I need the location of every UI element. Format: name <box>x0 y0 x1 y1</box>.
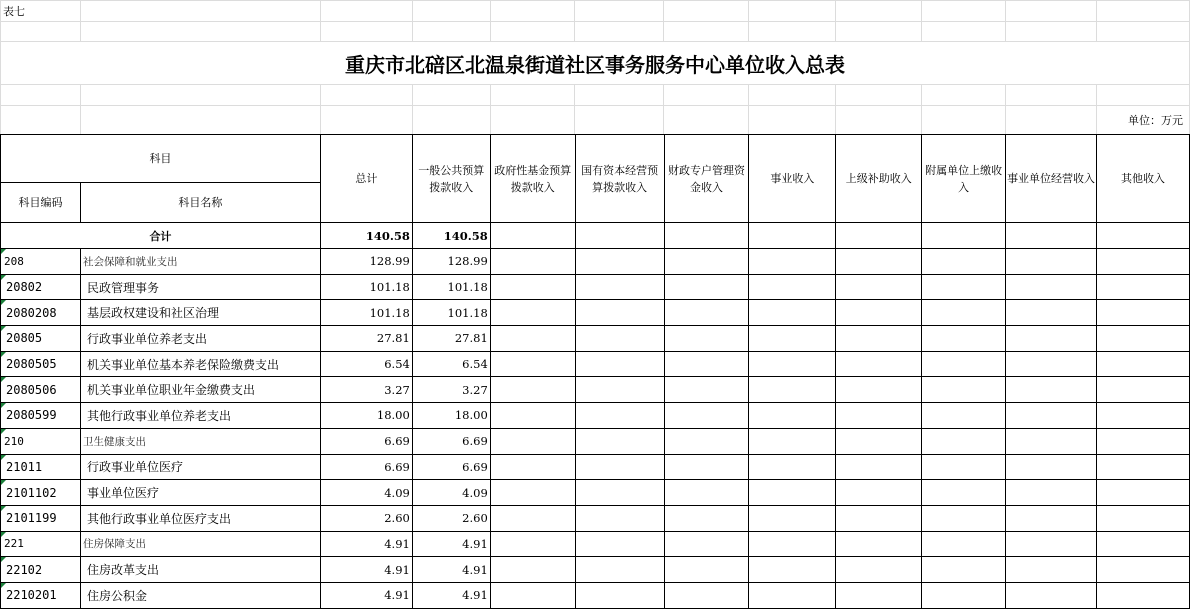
cell[interactable] <box>749 223 836 249</box>
cell[interactable] <box>922 403 1006 429</box>
cell[interactable] <box>1097 403 1190 429</box>
cell[interactable] <box>412 85 490 106</box>
cell[interactable] <box>1097 557 1190 583</box>
cell[interactable] <box>836 22 922 42</box>
cell[interactable] <box>836 505 922 531</box>
cell[interactable] <box>575 531 664 557</box>
cell[interactable] <box>1 22 81 42</box>
subject-code[interactable] <box>1 582 81 608</box>
cell[interactable] <box>490 377 575 403</box>
cell[interactable] <box>575 454 664 480</box>
cell[interactable] <box>749 403 836 429</box>
cell[interactable] <box>1 85 81 106</box>
cell[interactable] <box>1097 274 1190 300</box>
cell[interactable] <box>749 1 836 22</box>
row-total[interactable]: 6.69 <box>320 428 412 454</box>
cell[interactable] <box>664 85 749 106</box>
cell[interactable] <box>922 223 1006 249</box>
table-row <box>1 454 1190 480</box>
cell[interactable] <box>575 326 664 352</box>
cell[interactable] <box>749 480 836 506</box>
cell[interactable] <box>1097 300 1190 326</box>
cell[interactable] <box>922 1 1006 22</box>
cell[interactable] <box>1097 428 1190 454</box>
cell[interactable] <box>922 531 1006 557</box>
table-row <box>1 582 1190 608</box>
cell[interactable] <box>575 557 664 583</box>
cell[interactable] <box>575 274 664 300</box>
subject-name[interactable]: 机关事业单位职业年金缴费支出 <box>80 377 320 403</box>
cell[interactable] <box>749 249 836 275</box>
header-state-capital[interactable]: 国有资本经营预算拨款收入 <box>575 135 664 223</box>
text-format-marker-icon <box>1 352 6 357</box>
text-format-marker-icon <box>1 455 6 460</box>
subject-name[interactable]: 民政管理事务 <box>80 274 320 300</box>
table-row <box>1 557 1190 583</box>
cell[interactable] <box>1097 377 1190 403</box>
cell[interactable] <box>490 300 575 326</box>
cell[interactable] <box>412 22 490 42</box>
cell[interactable] <box>575 1 664 22</box>
cell[interactable] <box>490 557 575 583</box>
table-row <box>1 351 1190 377</box>
subject-name[interactable]: 住房保障支出 <box>80 531 320 557</box>
cell[interactable] <box>1006 428 1097 454</box>
subject-name[interactable]: 住房改革支出 <box>80 557 320 583</box>
row-general-budget[interactable]: 6.69 <box>412 454 490 480</box>
cell[interactable] <box>836 428 922 454</box>
subject-code[interactable] <box>1 531 81 557</box>
table-body <box>1 249 1190 609</box>
cell[interactable] <box>922 505 1006 531</box>
cell[interactable] <box>412 1 490 22</box>
row-total[interactable]: 4.91 <box>320 531 412 557</box>
cell[interactable] <box>749 557 836 583</box>
cell[interactable] <box>836 249 922 275</box>
table-row <box>1 326 1190 352</box>
table-row <box>1 428 1190 454</box>
cell[interactable] <box>320 85 412 106</box>
cell[interactable] <box>664 557 749 583</box>
cell[interactable] <box>664 454 749 480</box>
subject-name[interactable]: 其他行政事业单位养老支出 <box>80 403 320 429</box>
cell[interactable] <box>1006 85 1097 106</box>
cell[interactable] <box>749 428 836 454</box>
row-general-budget[interactable]: 6.54 <box>412 351 490 377</box>
subject-code-text: 21011 <box>6 459 43 474</box>
cell[interactable] <box>922 351 1006 377</box>
cell[interactable] <box>664 249 749 275</box>
cell[interactable] <box>1097 531 1190 557</box>
cell[interactable] <box>664 223 749 249</box>
cell[interactable] <box>490 85 575 106</box>
cell[interactable] <box>922 377 1006 403</box>
cell[interactable] <box>575 582 664 608</box>
cell[interactable] <box>575 351 664 377</box>
row-general-budget[interactable]: 4.91 <box>412 557 490 583</box>
cell[interactable] <box>80 106 320 135</box>
cell[interactable] <box>575 85 664 106</box>
subject-code[interactable] <box>1 274 81 300</box>
header-total[interactable]: 总计 <box>320 135 412 223</box>
total-sum[interactable]: 140.58 <box>320 223 412 249</box>
subject-code-text: 2080208 <box>6 305 57 320</box>
cell[interactable] <box>664 1 749 22</box>
cell[interactable] <box>490 249 575 275</box>
cell[interactable] <box>1006 1 1097 22</box>
subject-code[interactable] <box>1 249 81 275</box>
cell[interactable] <box>836 223 922 249</box>
text-format-marker-icon <box>1 249 6 254</box>
table-row <box>1 480 1190 506</box>
cell[interactable] <box>490 106 575 135</box>
text-format-marker-icon <box>1 403 6 408</box>
cell[interactable] <box>1006 249 1097 275</box>
cell[interactable] <box>664 428 749 454</box>
cell[interactable] <box>1006 106 1097 135</box>
cell[interactable] <box>1006 223 1097 249</box>
cell[interactable] <box>749 300 836 326</box>
cell[interactable] <box>490 1 575 22</box>
row-total[interactable]: 4.91 <box>320 582 412 608</box>
table-row <box>1 531 1190 557</box>
cell[interactable] <box>749 531 836 557</box>
cell[interactable] <box>749 582 836 608</box>
cell[interactable] <box>80 22 320 42</box>
subject-code[interactable] <box>1 505 81 531</box>
cell[interactable] <box>490 403 575 429</box>
cell[interactable] <box>490 505 575 531</box>
row-general-budget[interactable]: 3.27 <box>412 377 490 403</box>
row-total[interactable]: 2.60 <box>320 505 412 531</box>
cell[interactable] <box>836 85 922 106</box>
text-format-marker-icon <box>1 532 6 537</box>
cell[interactable] <box>922 557 1006 583</box>
cell[interactable] <box>490 454 575 480</box>
cell[interactable] <box>320 1 412 22</box>
cell[interactable] <box>1006 531 1097 557</box>
cell[interactable] <box>749 85 836 106</box>
cell[interactable] <box>575 249 664 275</box>
cell[interactable] <box>490 274 575 300</box>
subject-name[interactable]: 住房公积金 <box>80 582 320 608</box>
subject-code[interactable] <box>1 326 81 352</box>
cell[interactable] <box>836 531 922 557</box>
cell[interactable] <box>922 480 1006 506</box>
cell[interactable] <box>749 274 836 300</box>
cell[interactable] <box>1097 326 1190 352</box>
subject-code-text: 20805 <box>6 331 43 346</box>
cell[interactable] <box>1097 582 1190 608</box>
row-total[interactable]: 128.99 <box>320 249 412 275</box>
cell[interactable] <box>836 326 922 352</box>
cell[interactable] <box>1006 454 1097 480</box>
cell[interactable] <box>749 106 836 135</box>
cell[interactable] <box>1006 377 1097 403</box>
cell[interactable] <box>575 403 664 429</box>
cell[interactable] <box>749 377 836 403</box>
text-format-marker-icon <box>1 557 6 562</box>
header-code[interactable]: 科目编码 <box>1 183 81 223</box>
sheet-tag[interactable]: 表七 <box>1 1 81 22</box>
subject-code-text: 20802 <box>6 280 43 295</box>
cell[interactable] <box>836 582 922 608</box>
cell[interactable] <box>664 300 749 326</box>
cell[interactable] <box>575 377 664 403</box>
cell[interactable] <box>80 85 320 106</box>
subject-code[interactable] <box>1 480 81 506</box>
cell[interactable] <box>836 557 922 583</box>
cell[interactable] <box>922 582 1006 608</box>
row-general-budget[interactable]: 4.09 <box>412 480 490 506</box>
cell[interactable] <box>1006 22 1097 42</box>
cell[interactable] <box>1006 480 1097 506</box>
text-format-marker-icon <box>1 275 6 280</box>
cell[interactable] <box>1097 249 1190 275</box>
cell[interactable] <box>575 22 664 42</box>
header-operating-income[interactable]: 事业单位经营收入 <box>1006 135 1097 223</box>
sheet-title[interactable]: 重庆市北碚区北温泉街道社区事务服务中心单位收入总表 <box>1 42 1190 85</box>
row-general-budget[interactable]: 4.91 <box>412 531 490 557</box>
subject-code-text: 2210201 <box>6 588 57 603</box>
subject-name[interactable]: 社会保障和就业支出 <box>80 249 320 275</box>
cell[interactable] <box>490 326 575 352</box>
header-other-income[interactable]: 其他收入 <box>1097 135 1190 223</box>
cell[interactable] <box>836 300 922 326</box>
cell[interactable] <box>922 454 1006 480</box>
cell[interactable] <box>1006 505 1097 531</box>
cell[interactable] <box>749 326 836 352</box>
cell[interactable] <box>1006 274 1097 300</box>
subject-code[interactable] <box>1 403 81 429</box>
subject-code[interactable] <box>1 454 81 480</box>
cell[interactable] <box>749 454 836 480</box>
subject-code-text: 208 <box>4 254 24 268</box>
cell[interactable] <box>664 582 749 608</box>
total-label[interactable]: 合计 <box>1 223 321 249</box>
cell[interactable] <box>1006 557 1097 583</box>
subject-name[interactable]: 基层政权建设和社区治理 <box>80 300 320 326</box>
income-summary-table <box>0 134 1190 609</box>
cell[interactable] <box>1006 403 1097 429</box>
row-total[interactable]: 4.09 <box>320 480 412 506</box>
cell[interactable] <box>836 454 922 480</box>
row-general-budget[interactable]: 6.69 <box>412 428 490 454</box>
unit-label[interactable]: 单位：万元 <box>1096 106 1189 135</box>
cell[interactable] <box>575 300 664 326</box>
cell[interactable] <box>922 428 1006 454</box>
cell[interactable] <box>490 223 575 249</box>
text-format-marker-icon <box>1 583 6 588</box>
cell[interactable] <box>664 531 749 557</box>
cell[interactable] <box>664 326 749 352</box>
row-total[interactable]: 3.27 <box>320 377 412 403</box>
subject-code[interactable] <box>1 557 81 583</box>
subject-code-text: 2101199 <box>6 511 57 526</box>
table-row <box>1 377 1190 403</box>
cell[interactable] <box>575 223 664 249</box>
row-general-budget[interactable]: 4.91 <box>412 582 490 608</box>
header-business-income[interactable]: 事业收入 <box>749 135 836 223</box>
row-general-budget[interactable]: 18.00 <box>412 403 490 429</box>
cell[interactable] <box>749 351 836 377</box>
row-general-budget[interactable]: 128.99 <box>412 249 490 275</box>
header-gov-fund[interactable]: 政府性基金预算拨款收入 <box>490 135 575 223</box>
header-affiliated-income[interactable]: 附属单位上缴收入 <box>922 135 1006 223</box>
subject-code-text: 221 <box>4 537 24 551</box>
header-subject[interactable]: 科目 <box>1 135 321 183</box>
text-format-marker-icon <box>1 377 6 382</box>
header-name[interactable]: 科目名称 <box>80 183 320 223</box>
cell[interactable] <box>80 1 320 22</box>
cell[interactable] <box>490 428 575 454</box>
cell[interactable] <box>575 106 664 135</box>
cell[interactable] <box>1097 223 1190 249</box>
cell[interactable] <box>1097 505 1190 531</box>
table-row <box>1 403 1190 429</box>
cell[interactable] <box>320 22 412 42</box>
cell[interactable] <box>664 403 749 429</box>
cell[interactable] <box>922 22 1006 42</box>
subject-name[interactable]: 其他行政事业单位医疗支出 <box>80 505 320 531</box>
subject-code-text: 2080505 <box>6 357 57 372</box>
subject-code[interactable] <box>1 300 81 326</box>
table-row <box>1 274 1190 300</box>
cell[interactable] <box>490 22 575 42</box>
subject-name[interactable]: 行政事业单位养老支出 <box>80 326 320 352</box>
row-total[interactable]: 4.91 <box>320 557 412 583</box>
cell[interactable] <box>749 505 836 531</box>
cell[interactable] <box>922 85 1006 106</box>
subject-code-text: 2080506 <box>6 382 57 397</box>
text-format-marker-icon <box>1 429 6 434</box>
total-general-budget[interactable]: 140.58 <box>412 223 490 249</box>
subject-code-text: 2101102 <box>6 485 57 500</box>
text-format-marker-icon <box>1 480 6 485</box>
cell[interactable] <box>664 480 749 506</box>
sheet-top-area <box>0 0 1190 135</box>
row-general-budget[interactable]: 101.18 <box>412 274 490 300</box>
cell[interactable] <box>922 106 1006 135</box>
subject-name[interactable]: 事业单位医疗 <box>80 480 320 506</box>
cell[interactable] <box>664 106 749 135</box>
cell[interactable] <box>575 505 664 531</box>
row-general-budget[interactable]: 2.60 <box>412 505 490 531</box>
cell[interactable] <box>1006 351 1097 377</box>
subject-code[interactable] <box>1 377 81 403</box>
subject-name[interactable]: 行政事业单位医疗 <box>80 454 320 480</box>
cell[interactable] <box>664 377 749 403</box>
subject-code-text: 210 <box>4 434 24 448</box>
cell[interactable] <box>320 106 412 135</box>
subject-name[interactable]: 卫生健康支出 <box>80 428 320 454</box>
table-row <box>1 249 1190 275</box>
subject-code[interactable] <box>1 351 81 377</box>
cell[interactable] <box>575 480 664 506</box>
cell[interactable] <box>664 505 749 531</box>
cell[interactable] <box>1006 582 1097 608</box>
row-general-budget[interactable]: 101.18 <box>412 300 490 326</box>
cell[interactable] <box>836 377 922 403</box>
subject-name[interactable]: 机关事业单位基本养老保险缴费支出 <box>80 351 320 377</box>
table-row <box>1 505 1190 531</box>
cell[interactable] <box>490 531 575 557</box>
cell[interactable] <box>836 1 922 22</box>
cell[interactable] <box>922 326 1006 352</box>
subject-code-text: 22102 <box>6 562 43 577</box>
cell[interactable] <box>490 480 575 506</box>
cell[interactable] <box>1006 326 1097 352</box>
cell[interactable] <box>490 582 575 608</box>
cell[interactable] <box>1096 22 1189 42</box>
cell[interactable] <box>575 428 664 454</box>
row-total[interactable]: 18.00 <box>320 403 412 429</box>
text-format-marker-icon <box>1 300 6 305</box>
cell[interactable] <box>836 274 922 300</box>
cell[interactable] <box>664 22 749 42</box>
cell[interactable] <box>749 22 836 42</box>
cell[interactable] <box>1097 480 1190 506</box>
cell[interactable] <box>664 274 749 300</box>
cell[interactable] <box>836 403 922 429</box>
row-general-budget[interactable]: 27.81 <box>412 326 490 352</box>
row-total[interactable]: 6.69 <box>320 454 412 480</box>
cell[interactable] <box>922 249 1006 275</box>
row-total[interactable]: 6.54 <box>320 351 412 377</box>
row-total[interactable]: 27.81 <box>320 326 412 352</box>
cell[interactable] <box>1096 85 1189 106</box>
subject-code[interactable] <box>1 428 81 454</box>
cell[interactable] <box>836 480 922 506</box>
cell[interactable] <box>836 351 922 377</box>
cell[interactable] <box>490 351 575 377</box>
row-total[interactable]: 101.18 <box>320 274 412 300</box>
text-format-marker-icon <box>1 326 6 331</box>
cell[interactable] <box>922 274 1006 300</box>
subject-code-text: 2080599 <box>6 408 57 423</box>
header-superior-subsidy[interactable]: 上级补助收入 <box>836 135 922 223</box>
header-general-budget[interactable]: 一般公共预算拨款收入 <box>412 135 490 223</box>
cell[interactable] <box>1006 300 1097 326</box>
cell[interactable] <box>412 106 490 135</box>
header-fiscal-special[interactable]: 财政专户管理资金收入 <box>664 135 749 223</box>
cell[interactable] <box>1096 1 1189 22</box>
cell[interactable] <box>1097 454 1190 480</box>
cell[interactable] <box>664 351 749 377</box>
cell[interactable] <box>1097 351 1190 377</box>
cell[interactable] <box>836 106 922 135</box>
text-format-marker-icon <box>1 506 6 511</box>
cell[interactable] <box>1 106 81 135</box>
cell[interactable] <box>922 300 1006 326</box>
row-total[interactable]: 101.18 <box>320 300 412 326</box>
table-row <box>1 300 1190 326</box>
